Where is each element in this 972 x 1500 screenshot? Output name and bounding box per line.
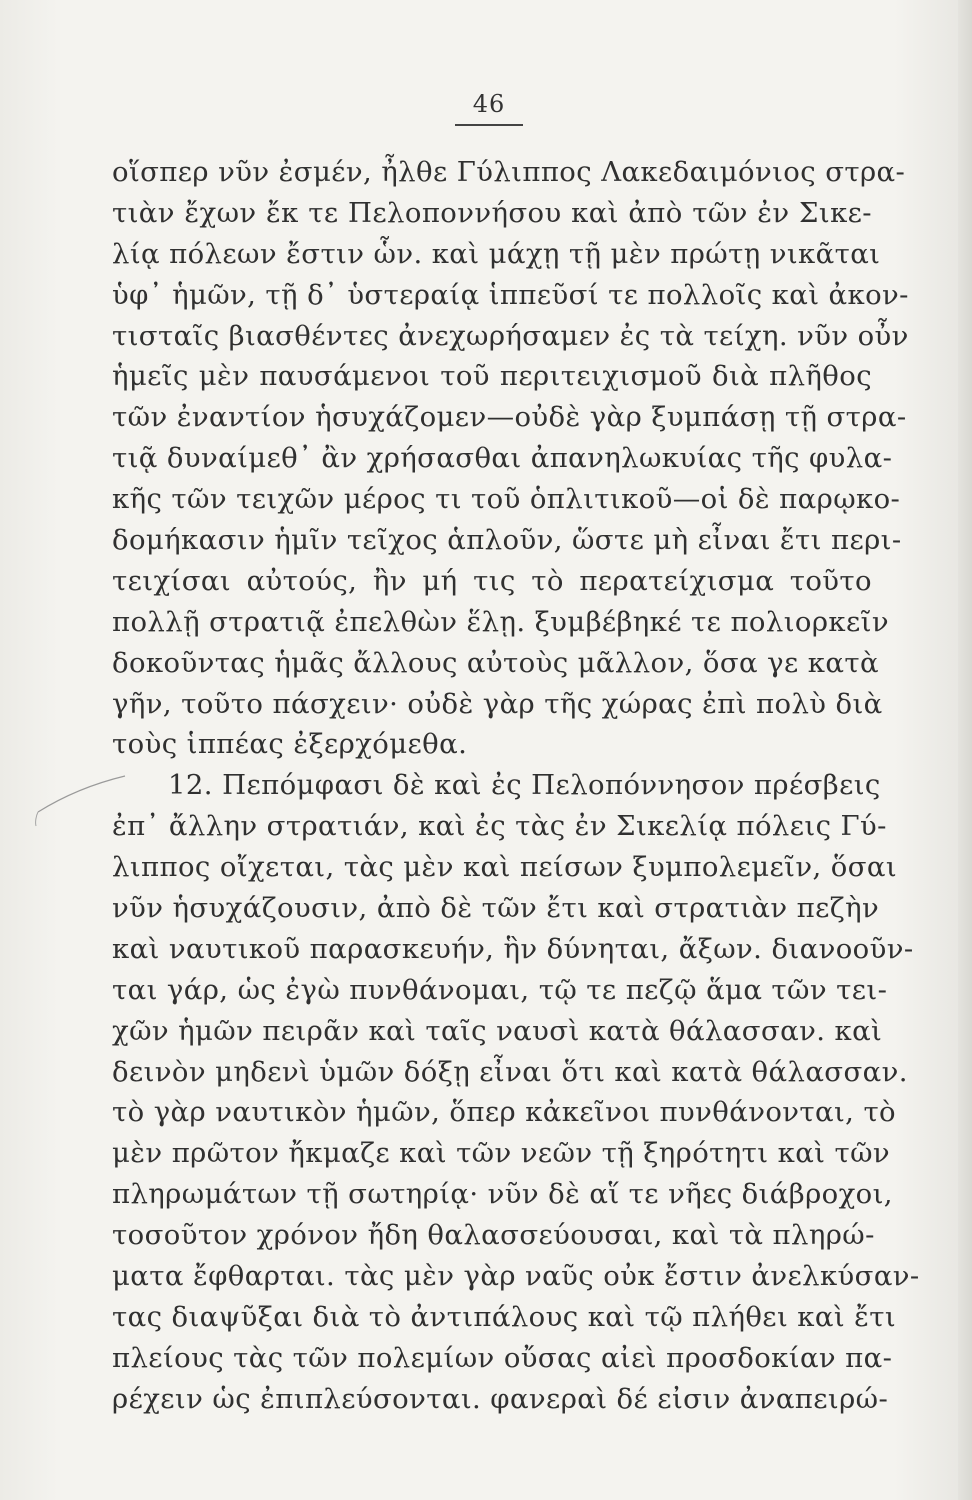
paragraph-end-line: τοὺς ἱππέας ἐξερχόμεθα. [112,728,468,761]
page-number-underline [455,124,523,126]
text-line: ρέχειν ὡς ἐπιπλεύσονται. φανεραὶ δέ εἰσιν ἀναπειρώ- [112,1382,889,1415]
body-text [112,152,920,1420]
text-line: πληρωμάτων τῇ σωτηρίᾳ· νῦν δὲ αἵ τε νῆες διάβροχοι, [112,1178,893,1211]
text-line: ται γάρ, ὡς ἐγὼ πυνθάνομαι, τῷ τε πεζῷ ἅμα τῶν τει- [112,973,888,1006]
text-line: δεινὸν μηδενὶ ὑμῶν δόξῃ εἶναι ὅτι καὶ κατὰ θάλασσαν. [112,1055,908,1088]
text-line: κῆς τῶν τειχῶν μέρος τι τοῦ ὁπλιτικοῦ—οἱ δὲ παρῳκο- [112,483,901,516]
text-line: δοκοῦντας ἡμᾶς ἄλλους αὐτοὺς μᾶλλον, ὅσα γε κατὰ [112,646,879,679]
text-line: πλείους τὰς τῶν πολεμίων οὔσας αἰεὶ προσδοκίαν πα- [112,1341,893,1374]
text-line: ἡμεῖς μὲν παυσάμενοι τοῦ περιτειχισμοῦ διὰ πλῆθος [112,360,872,393]
page-edge-shadow [958,0,972,1500]
text-line: τας διαψῦξαι διὰ τὸ ἀντιπάλους καὶ τῷ πλήθει καὶ ἔτι [112,1300,897,1333]
text-line: οἵσπερ νῦν ἐσμέν, ἦλθε Γύλιππος Λακεδαιμόνιος στρα- [112,156,906,188]
text-line: δομήκασιν ἡμῖν τεῖχος ἁπλοῦν, ὥστε μὴ εἶναι ἔτι περι- [112,524,902,557]
text-line: τοσοῦτον χρόνον ἤδη θαλασσεύουσαι, καὶ τὰ πληρώ- [112,1219,875,1252]
section-12-start-line: 12. Πεπόμφασι δὲ καὶ ἐς Πελοπόννησον πρέσβεις [168,769,881,802]
text-line: νῦν ἡσυχάζουσιν, ἀπὸ δὲ τῶν ἔτι καὶ στρατιὰν πεζὴν [112,892,880,925]
text-line: γῆν, τοῦτο πάσχειν· οὐδὲ γὰρ τῆς χώρας ἐπὶ πολὺ διὰ [112,687,883,720]
text-line: μὲν πρῶτον ἤκμαζε καὶ τῶν νεῶν τῇ ξηρότητι καὶ τῶν [112,1137,891,1170]
text-line: τῶν ἐναντίον ἡσυχάζομεν—οὐδὲ γὰρ ξυμπάσῃ τῇ στρα- [112,401,907,434]
text-line: τιὰν ἔχων ἔκ τε Πελοποννήσου καὶ ἀπὸ τῶν ἐν Σικε- [112,196,872,229]
text-line: ὑφ᾽ ἡμῶν, τῇ δ᾽ ὑστεραίᾳ ἱππεῦσί τε πολλοῖς καὶ ἀκον- [112,278,909,311]
text-line: ἐπ᾽ ἄλλην στρατιάν, καὶ ἐς τὰς ἐν Σικελίᾳ πόλεις Γύ- [112,810,887,843]
text-line: τὸ γὰρ ναυτικὸν ἡμῶν, ὅπερ κἀκεῖνοι πυνθάνονται, τὸ [112,1096,897,1129]
text-line: λίᾳ πόλεων ἔστιν ὧν. καὶ μάχῃ τῇ μὲν πρώτῃ νικᾶται [112,237,881,270]
text-line: χῶν ἡμῶν πειρᾶν καὶ ταῖς ναυσὶ κατὰ θάλασσαν. καὶ [112,1014,883,1047]
text-line: τειχίσαι αὐτούς, ἢν μή τις τὸ περατείχισμα τοῦτο [112,564,872,597]
text-line: καὶ ναυτικοῦ παρασκευήν, ἣν δύνηται, ἄξων. διανοοῦν- [112,932,914,965]
text-line: τισταῖς βιασθέντες ἀνεχωρήσαμεν ἐς τὰ τείχη. νῦν οὖν [112,319,909,352]
text-line: πολλῇ στρατιᾷ ἐπελθὼν ἕλῃ. ξυμβέβηκέ τε πολιορκεῖν [112,605,889,638]
page-number: 46 [472,90,506,118]
text-line: ματα ἔφθαρται. τὰς μὲν γὰρ ναῦς οὐκ ἔστιν ἀνελκύσαν- [112,1260,920,1293]
text-line: λιππος οἴχεται, τὰς μὲν καὶ πείσων ξυμπολεμεῖν, ὅσαι [112,851,898,884]
text-line: τιᾷ δυναίμεθ᾽ ἂν χρήσασθαι ἀπανηλωκυίας τῆς φυλα- [112,442,893,475]
